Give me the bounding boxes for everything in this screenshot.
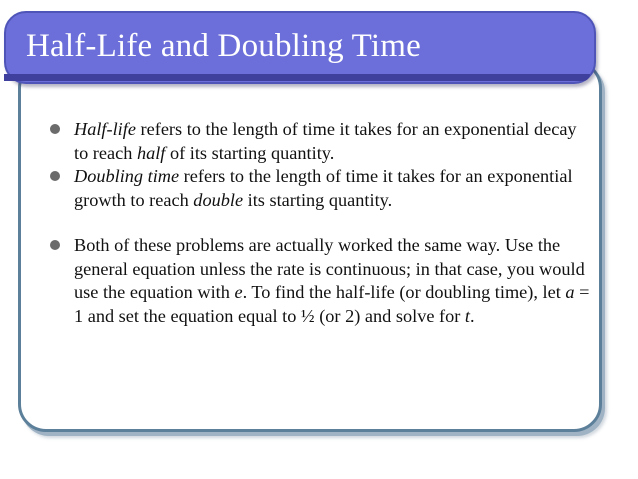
bullet-item-doubling-time: [50, 165, 590, 212]
bullet-item-method: [50, 234, 590, 328]
bullet-text-part: refers to the length of time it takes for an exponential decay to reach: [74, 119, 577, 163]
bullet-text-part: a: [565, 282, 575, 302]
bullet-dot-icon: [50, 171, 60, 181]
slide-title: Half-Life and Doubling Time: [26, 28, 421, 64]
bullet-text-part: t: [464, 305, 470, 326]
bullet-text-part: Doubling time: [74, 166, 180, 186]
bullet-text-part: Half-life: [74, 119, 136, 139]
title-underline: [4, 74, 590, 81]
bullet-text: [74, 166, 573, 210]
bullet-text-part: of its starting quantity.: [165, 142, 335, 163]
bullet-text-part: . To find the half-life (or doubling time), let: [242, 282, 566, 302]
bullet-text-part: its starting quantity.: [243, 189, 393, 210]
bullet-text-part: = 1 and set the equation equal to ½ (or 2) and solve for: [74, 282, 590, 326]
bullet-item-half-life: [50, 118, 590, 165]
bullet-dot-icon: [50, 240, 60, 250]
bullet-dot-icon: [50, 124, 60, 134]
bullet-text-part: .: [470, 305, 475, 326]
bullet-text-part: Both of these problems are actually worked the same way. Use the general equation unless the rate is continuous; in that case, you would use the equation with: [74, 235, 585, 302]
bullet-text-part: e: [234, 282, 243, 302]
bullet-list: [50, 118, 590, 328]
bullet-text-part: refers to the length of time it takes for an exponential growth to reach: [74, 166, 573, 210]
bullet-text: [74, 235, 589, 326]
bullet-text-part: double: [193, 189, 244, 210]
bullet-text-part: half: [136, 142, 166, 163]
bullet-text: [74, 119, 577, 163]
